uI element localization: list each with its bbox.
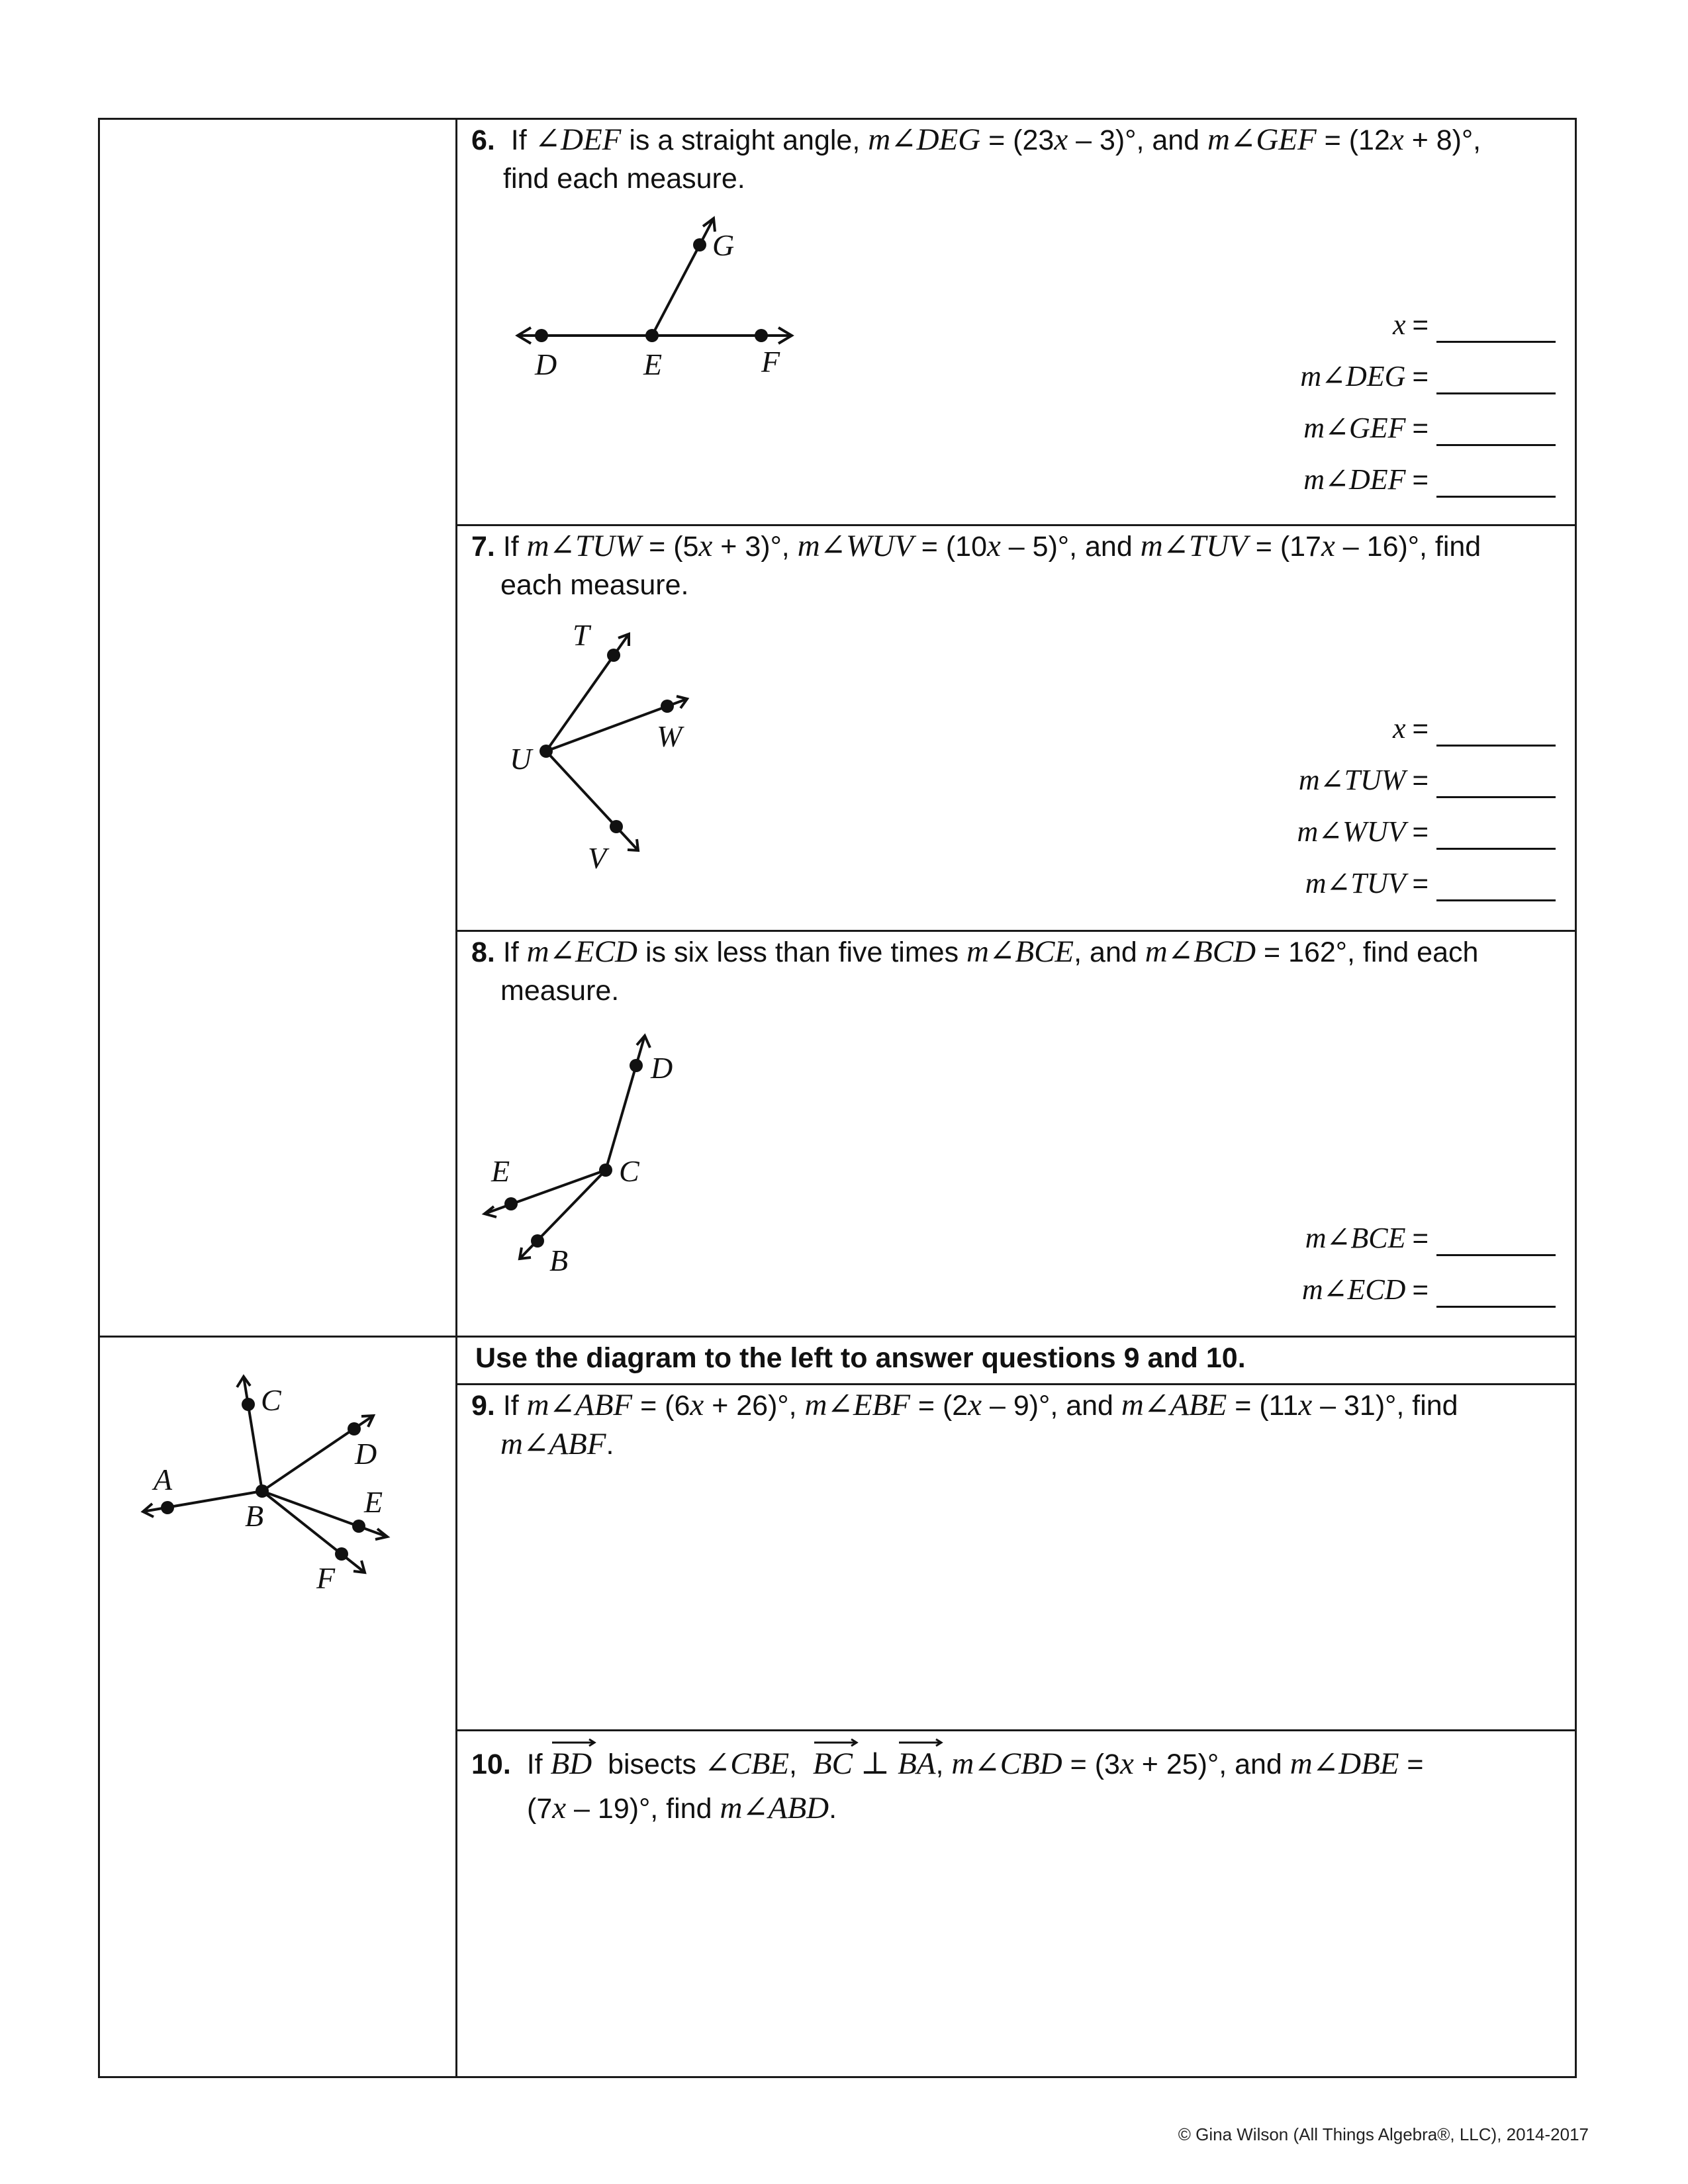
- ray-bf: [262, 1491, 365, 1572]
- answer-blank[interactable]: [1436, 465, 1556, 498]
- vector-arrow-icon: [898, 1738, 944, 1747]
- label-w: W: [657, 719, 682, 753]
- row-divider-instruction: [455, 1383, 1577, 1385]
- label-d: D: [651, 1051, 673, 1085]
- point-e: [645, 329, 659, 342]
- vector-bc: BC: [813, 1742, 853, 1786]
- point-a: [161, 1501, 174, 1514]
- table-border-bottom: [98, 2076, 1577, 2078]
- label-u: U: [510, 742, 532, 776]
- point-e: [352, 1520, 365, 1533]
- point-v: [610, 820, 623, 833]
- answer-blank[interactable]: [1436, 1224, 1556, 1256]
- table-border-left: [98, 118, 100, 2078]
- label-e: E: [643, 347, 663, 381]
- row-divider-9-10: [455, 1729, 1577, 1731]
- question-10-text: 10. If BD bisects ∠CBE, BC ⊥ BA, m∠CBD = (3x + 25)°, and m∠DBE = (7x – 19)°, find m∠ABD.: [471, 1742, 1564, 1831]
- table-border-top: [98, 118, 1577, 120]
- label-d: D: [355, 1437, 377, 1471]
- vector-ba: BA: [898, 1742, 935, 1786]
- question-6-text: 6. If ∠DEF is a straight angle, m∠DEG = (23x – 3)°, and m∠GEF = (12x + 8)°, find each measure.: [471, 122, 1481, 195]
- answer-m-tuw: m∠TUW =: [1158, 758, 1556, 798]
- question-7-diagram: [503, 622, 715, 874]
- label-f: F: [761, 345, 780, 379]
- label-c: C: [619, 1154, 639, 1188]
- answer-x-6: x =: [1158, 303, 1556, 343]
- answer-m-deg: m∠DEG =: [1158, 355, 1556, 394]
- point-b: [256, 1484, 269, 1498]
- point-d: [535, 329, 548, 342]
- question-8-text: 8. If m∠ECD is six less than five times m∠BCE, and m∠BCD = 162°, find each measure.: [471, 934, 1479, 1007]
- instruction-text: Use the diagram to the left to answer questions 9 and 10.: [475, 1342, 1246, 1374]
- ray-eg: [652, 218, 714, 336]
- answer-m-gef: m∠GEF =: [1158, 406, 1556, 446]
- label-t: T: [573, 622, 590, 652]
- point-c: [242, 1398, 255, 1411]
- label-e: E: [364, 1485, 383, 1519]
- label-f: F: [316, 1561, 336, 1595]
- answer-blank[interactable]: [1436, 817, 1556, 850]
- answer-area-9[interactable]: [463, 1482, 1562, 1721]
- point-t: [607, 649, 620, 662]
- label-e: E: [491, 1154, 510, 1188]
- point-f: [335, 1547, 348, 1561]
- answer-x-7: x =: [1158, 707, 1556, 747]
- point-w: [661, 700, 674, 713]
- answer-blank[interactable]: [1436, 869, 1556, 901]
- point-b: [531, 1234, 544, 1248]
- question-7-text: 7. If m∠TUW = (5x + 3)°, m∠WUV = (10x – 5)°, and m∠TUV = (17x – 16)°, find each measure.: [471, 529, 1481, 601]
- point-d: [348, 1422, 361, 1435]
- answer-area-10[interactable]: [463, 1853, 1562, 2065]
- answer-m-bce: m∠BCE =: [1158, 1216, 1556, 1256]
- point-f: [755, 329, 768, 342]
- ray-cd: [606, 1036, 645, 1170]
- ray-uv: [546, 751, 638, 850]
- point-c: [599, 1163, 612, 1177]
- answer-blank[interactable]: [1436, 362, 1556, 394]
- point-d: [630, 1059, 643, 1072]
- row-divider-8-section: [98, 1336, 1577, 1338]
- answer-blank[interactable]: [1436, 766, 1556, 798]
- ray-bc: [244, 1377, 262, 1491]
- answer-blank[interactable]: [1436, 414, 1556, 446]
- question-6-diagram: [503, 212, 808, 397]
- point-u: [539, 745, 553, 758]
- vector-arrow-icon: [813, 1738, 859, 1747]
- point-e: [504, 1197, 518, 1210]
- label-b: B: [245, 1499, 264, 1533]
- row-divider-7-8: [455, 930, 1577, 932]
- table-border-right: [1575, 118, 1577, 2078]
- copyright-footer: © Gina Wilson (All Things Algebra®, LLC), 2014-2017: [1178, 2124, 1589, 2144]
- question-8-diagram: [477, 1029, 702, 1281]
- vector-arrow-icon: [551, 1738, 597, 1747]
- label-a: A: [154, 1463, 173, 1496]
- question-9-text: 9. If m∠ABF = (6x + 26)°, m∠EBF = (2x – 9)°, and m∠ABE = (11x – 31)°, find m∠ABF.: [471, 1388, 1458, 1461]
- label-b: B: [549, 1244, 569, 1277]
- answer-blank[interactable]: [1436, 714, 1556, 747]
- column-divider: [455, 118, 457, 2078]
- answer-m-ecd: m∠ECD =: [1158, 1268, 1556, 1308]
- point-g: [693, 238, 706, 251]
- answer-m-def: m∠DEF =: [1158, 458, 1556, 498]
- row-divider-6-7: [455, 524, 1577, 526]
- vector-bd: BD: [551, 1742, 592, 1786]
- answer-m-tuv: m∠TUV =: [1158, 862, 1556, 901]
- label-v: V: [588, 841, 607, 874]
- answer-m-wuv: m∠WUV =: [1158, 810, 1556, 850]
- perpendicular-icon: ⊥: [860, 1747, 890, 1781]
- label-g: G: [712, 228, 735, 262]
- answer-blank[interactable]: [1436, 310, 1556, 343]
- answer-blank[interactable]: [1436, 1275, 1556, 1308]
- side-diagram: [132, 1363, 410, 1608]
- question-number: 6.: [471, 124, 495, 156]
- label-d: D: [535, 347, 557, 381]
- label-c: C: [261, 1383, 281, 1417]
